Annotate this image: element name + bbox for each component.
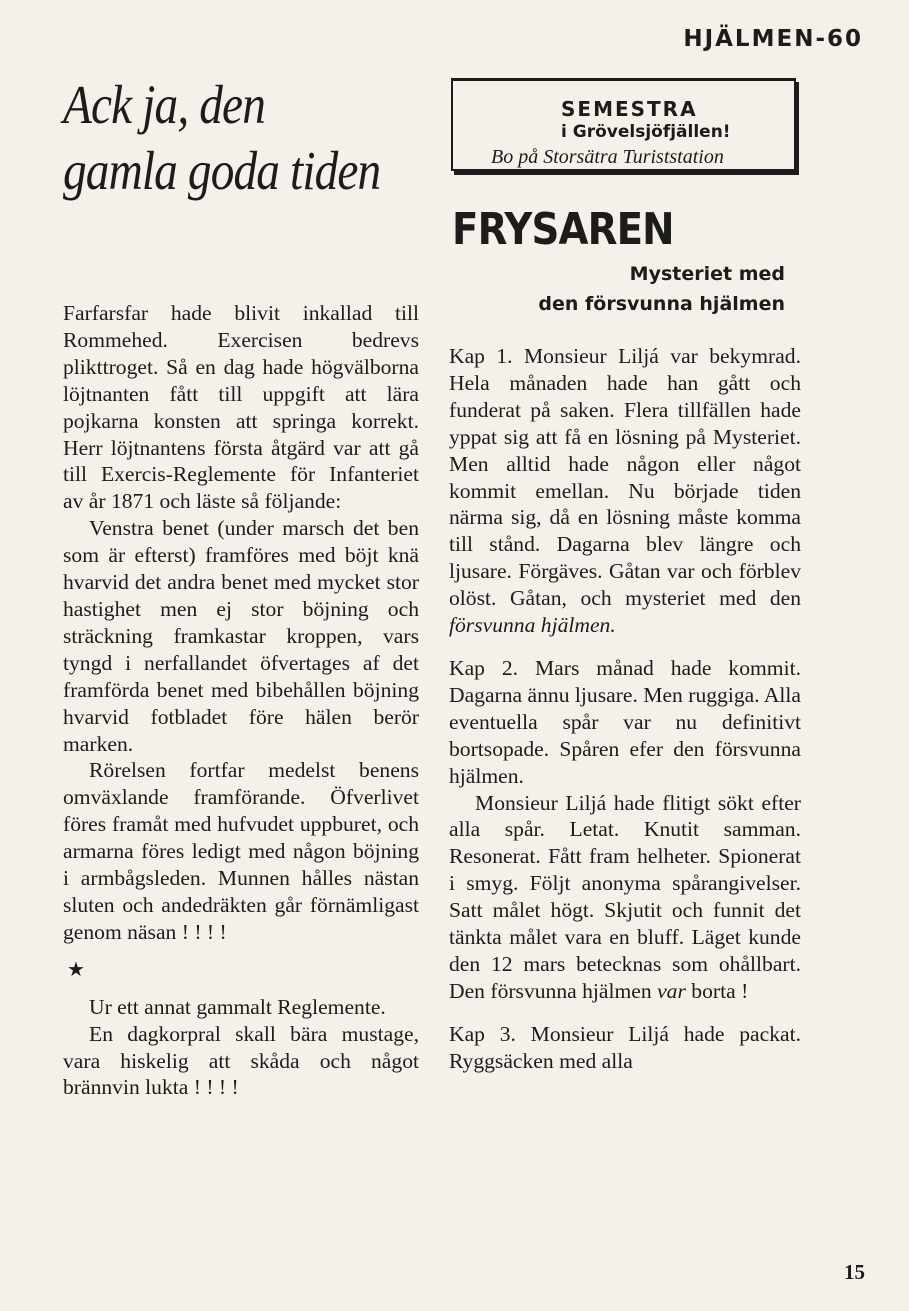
chapter-3: Kap 3. Monsieur Liljá hade packat. Ryggsäcken med alla — [449, 1021, 801, 1073]
subtitle-line-1: Mysteriet med — [629, 263, 785, 285]
title-line-1: Ack ja, den — [63, 74, 265, 135]
chapter-2-continued — [449, 790, 801, 1005]
chapter-1-text: Kap 1. Monsieur Liljá var bekymrad. Hela månaden hade han gått och funderat på saken. Flera tillfällen hade yppat sig att få en lösning på Mysteriet. Men alltid hade någon eller något kommit emellan. Nu började tiden närma sig, då en lösning måste komma till stånd. Dagarna blev längre och ljusare. Förgäves. Gåtan var och förblev olöst. Gåtan, och mysteriet med den — [449, 344, 801, 611]
advert-line: Bo på Storsätra Turiststation — [491, 146, 724, 168]
chapter-2: Kap 2. Mars månad hade kommit. Dagarna ännu ljusare. Men ruggiga. Alla eventuella spår var nu definitivt bortsopade. Spåren efer den försvunna hjälmen. — [449, 655, 801, 788]
chapter-2b-text: Monsieur Liljá hade flitigt sökt efter alla spår. Letat. Knutit samman. Resonerat. Fått fram helheter. Spionerat i smyg. Följt anonyma spårangivelser. Satt målet högt. Skjutit och funnit det tänkta målet vara en bluff. Läget kunde den 12 mars betecknas som ohållbart. Den försvunna hjälmen — [449, 790, 801, 1003]
chapter-2b-italic: var — [657, 978, 686, 1003]
left-article-title — [63, 72, 381, 204]
chapter-2b-end: borta ! — [691, 978, 749, 1003]
advert-subtitle: i Grövelsjöfjällen! — [561, 122, 731, 142]
magazine-header: HJÄLMEN-60 — [683, 26, 863, 52]
title-line-2: gamla goda tiden — [63, 140, 381, 201]
right-column — [449, 78, 801, 1075]
left-paragraph-2: Venstra benet (under marsch det ben som är efterst) framföres med böjt knä hvarvid det andra benet med mycket stor hastighet men ej stor böjning och sträckning framkastar kroppen, vars tyngd i nerfallandet öfvertages af det framförda benet med bibehållen böjning hvarvid fotbladet före hälen berör marken. — [63, 516, 419, 756]
right-article-subtitle — [449, 259, 785, 319]
right-article-title: FRYSAREN — [452, 204, 674, 255]
left-paragraph-5: En dagkorpral skall bära mustage, vara hiskelig att skåda och något brännvin lukta ! ! ! ! — [63, 1021, 419, 1100]
advert-box — [451, 78, 796, 171]
chapter-1-italic: försvunna hjälmen. — [449, 613, 616, 638]
star-separator: ★ — [67, 958, 85, 981]
chapter-1 — [449, 343, 801, 639]
advert-title: SEMESTRA — [561, 97, 698, 121]
left-column — [63, 72, 419, 1101]
left-paragraph-4: Ur ett annat gammalt Reglemente. — [89, 994, 386, 1019]
subtitle-line-2: den försvunna hjälmen — [538, 293, 785, 315]
page-number: 15 — [844, 1260, 865, 1284]
left-paragraph-1: Farfarsfar hade blivit inkallad till Rommehed. Exercisen bedrevs plikttroget. Så en dag hade högvälborna löjtnanten fått till uppgift att lära pojkarna konsten att springa korrekt. Herr löjtnantens första åtgärd var att gå till Exercis-Reglemente för Infanteriet av år 1871 och läste så följande: — [63, 301, 419, 514]
left-paragraph-3: Rörelsen fortfar medelst benens omväxlande framförande. Öfverlivet föres framåt med hufvudet uppburet, och armarna föres ledigt med någon böjning i armbågsleden. Munnen hålles nästan sluten och andedräkten går förnämligast genom näsan ! ! ! ! — [63, 758, 419, 944]
